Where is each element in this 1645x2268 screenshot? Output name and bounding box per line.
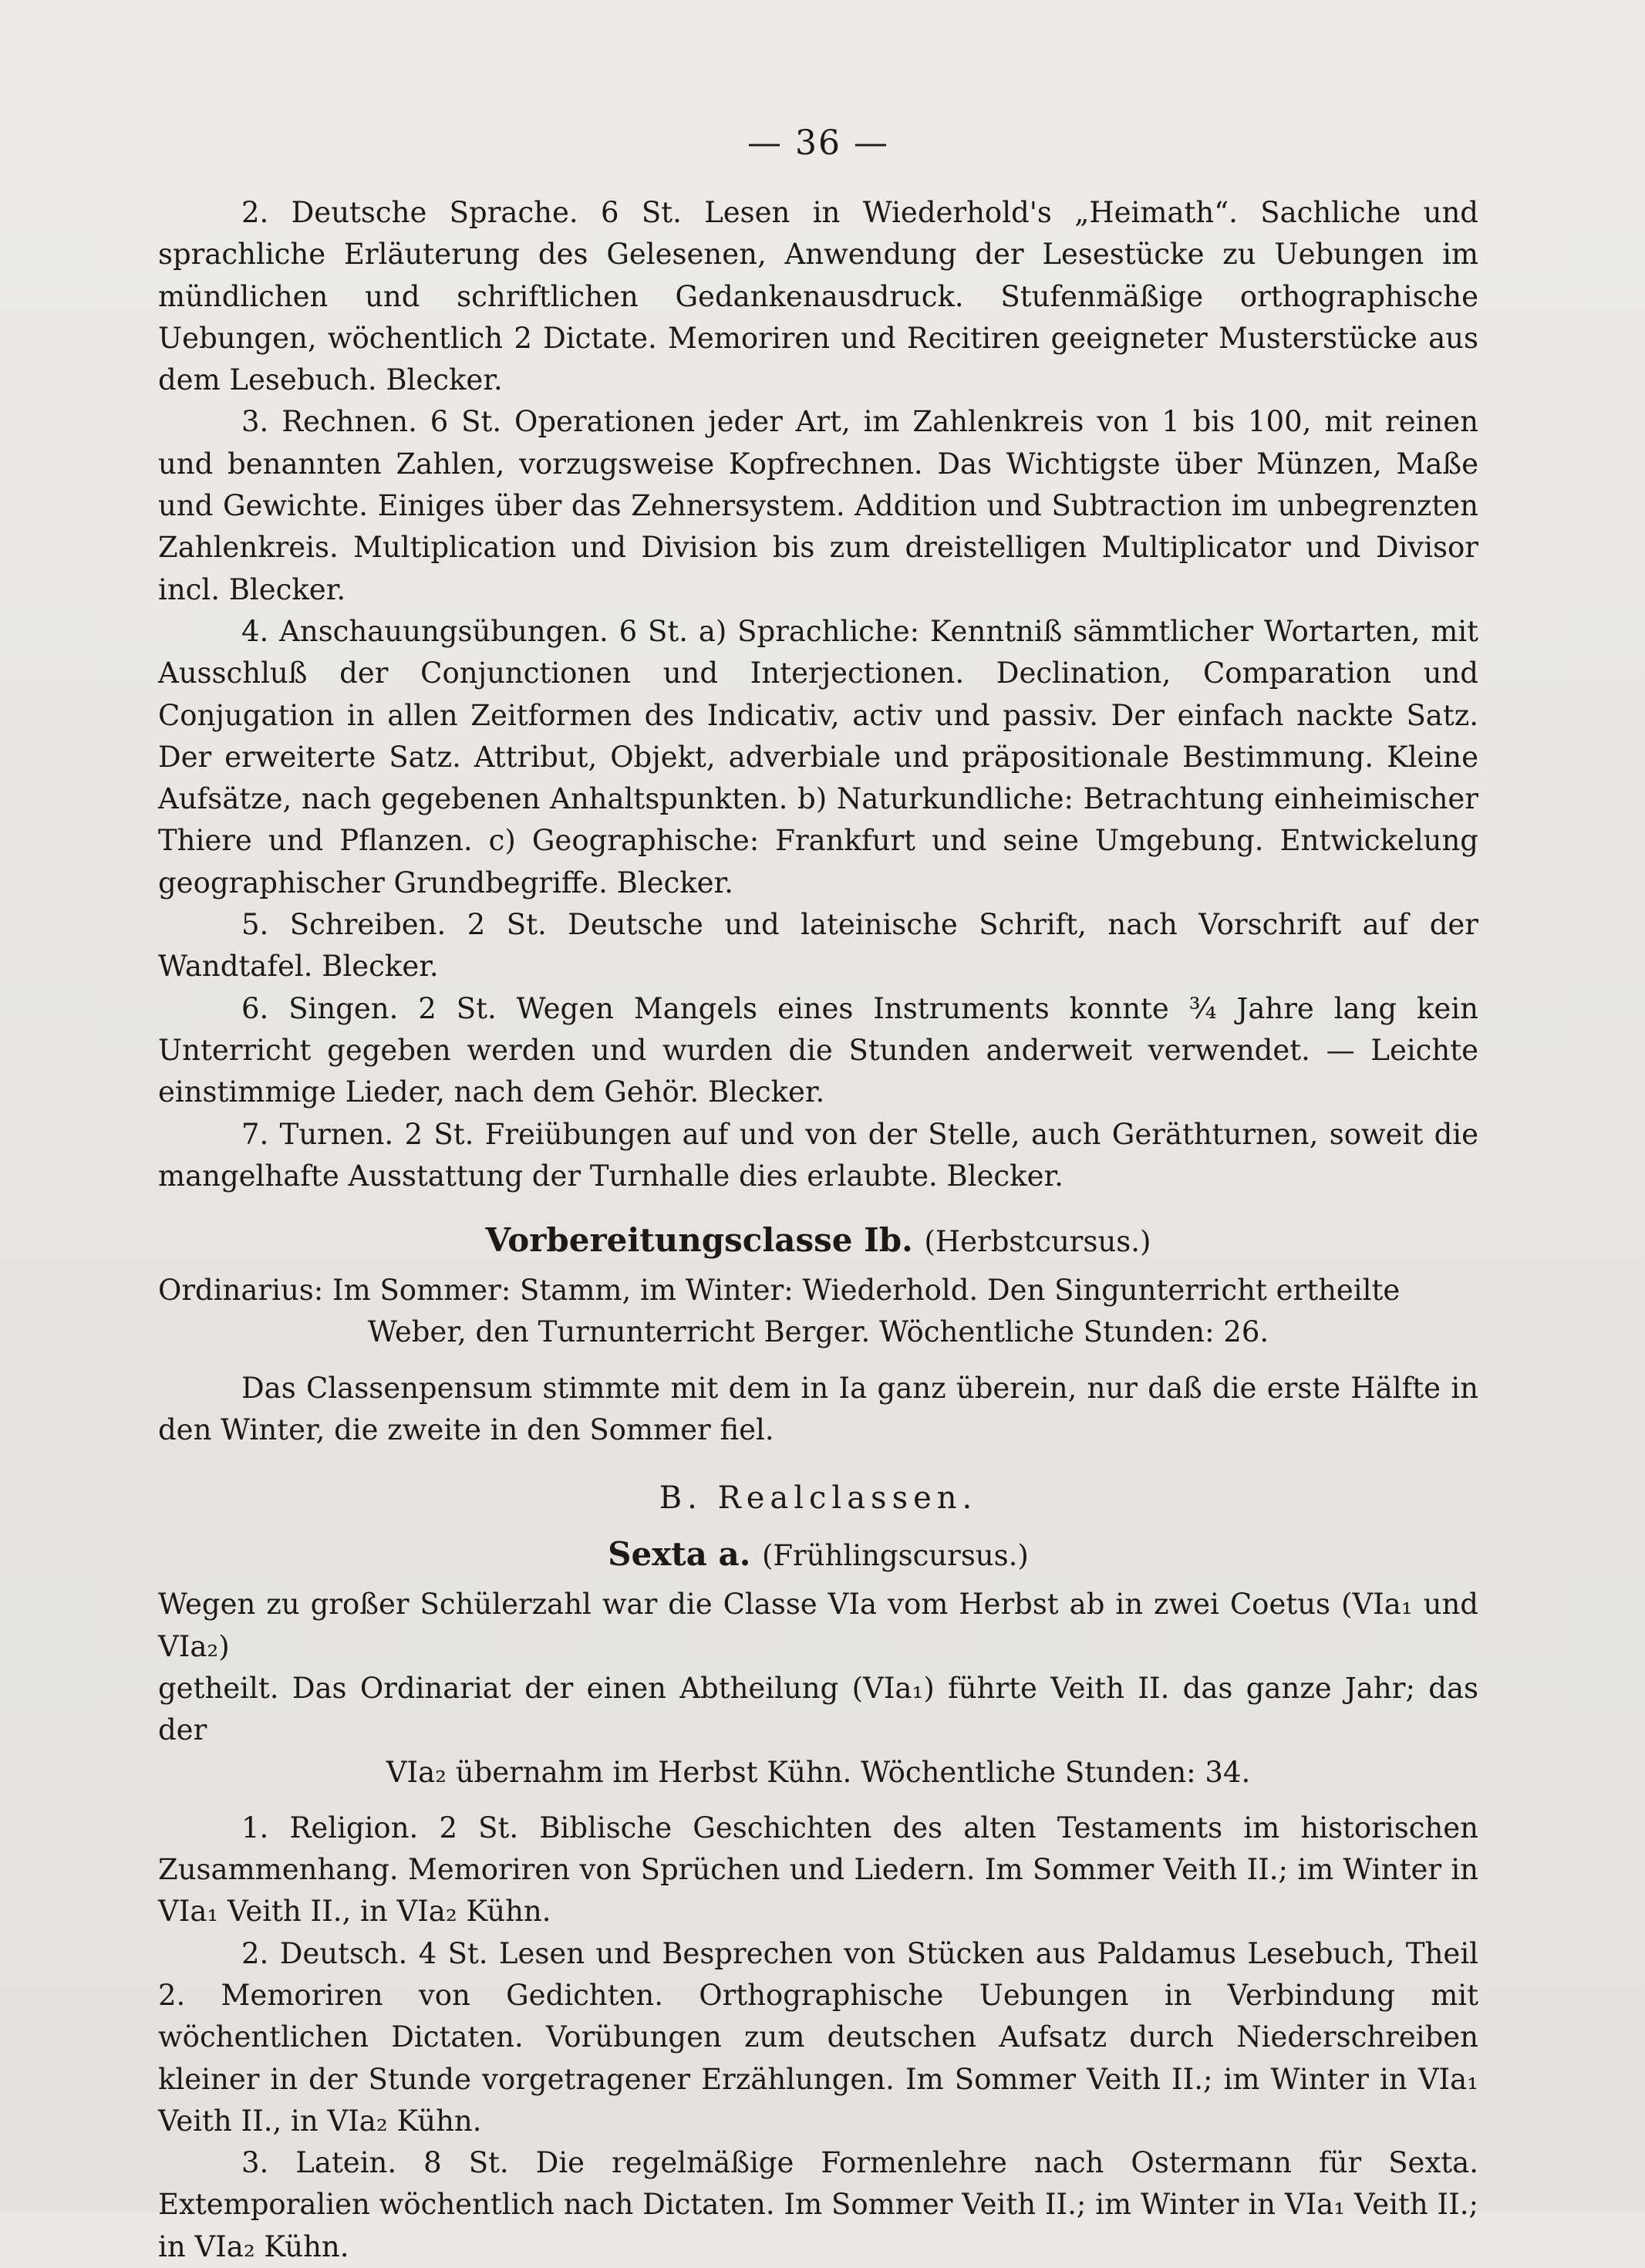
paragraph-deutsch: 2. Deutsch. 4 St. Lesen und Besprechen von Stücken aus Paldamus Lesebuch, Theil 2. Memoriren von Gedichten. Orthographische Uebungen in Verbindung mit wöchentlichen Dictaten. Vorübungen zum deutschen Aufsatz durch Niederschreiben kleiner in der Stunde vorgetragener Erzählungen. Im Sommer Veith II.; im Winter in VIa₁ Veith II., in VIa₂ Kühn. — [158, 1936, 1478, 2138]
paragraph-rechnen: 3. Rechnen. 6 St. Operationen jeder Art, im Zahlenkreis von 1 bis 100, mit reinen und benannten Zahlen, vorzugsweise Kopfrechnen. Das Wichtigste über Münzen, Maße und Gewichte. Einiges über das Zehnersystem. Addition und Subtraction im unbegrenzten Zahlenkreis. Multiplication und Division bis zum dreistelligen Multiplicator und Divisor incl. Blecker. — [158, 405, 1478, 606]
paragraph-latein: 3. Latein. 8 St. Die regelmäßige Formenlehre nach Ostermann für Sexta. Extemporalien wöchentlich nach Dictaten. Im Sommer Veith II.; im Winter in VIa₁ Veith II.; in VIa₂ Kühn. — [158, 2146, 1478, 2263]
sexta-intro-line-1: Wegen zu großer Schülerzahl war die Classe VIa vom Herbst ab in zwei Coetus (VIa₁ und VIa₂) — [158, 1588, 1478, 1663]
heading-vorbereitungsclasse — [158, 1217, 1478, 1265]
paragraph-schreiben: 5. Schreiben. 2 St. Deutsche und lateinische Schrift, nach Vorschrift auf der Wandtafel. Blecker. — [158, 908, 1478, 984]
paragraph-turnen: 7. Turnen. 2 St. Freiübungen auf und von der Stelle, auch Geräthturnen, soweit die mangelhafte Ausstattung der Turnhalle dies erlaubte. Blecker. — [158, 1117, 1478, 1193]
paragraph-classenpensum: Das Classenpensum stimmte mit dem in Ia ganz überein, nur daß die erste Hälfte in den Winter, die zweite in den Sommer fiel. — [158, 1371, 1478, 1447]
heading-vorbereitungsclasse-note: (Herbstcursus.) — [924, 1225, 1151, 1259]
ordinarius-line: Ordinarius: Im Sommer: Stamm, im Winter: Wiederhold. Den Singunterricht ertheilte — [158, 1274, 1401, 1308]
sexta-intro-line-2: getheilt. Das Ordinariat der einen Abtheilung (VIa₁) führte Veith II. das ganze Jahr; das der — [158, 1671, 1478, 1747]
sexta-intro-line-3: VIa₂ übernahm im Herbst Kühn. Wöchentliche Stunden: 34. — [386, 1755, 1251, 1789]
heading-sexta-title: Sexta a. — [608, 1535, 751, 1574]
paragraph-anschauungsuebungen: 4. Anschauungsübungen. 6 St. a) Sprachliche: Kenntniß sämmtlicher Wortarten, mit Ausschluß der Conjunctionen und Interjectionen. Declination, Comparation und Conjugation in allen Zeitformen des Indicativ, activ und passiv. Der einfach nackte Satz. Der erweiterte Satz. Attribut, Objekt, adverbiale und präpositionale Bestimmung. Kleine Aufsätze, nach gegebenen Anhaltspunkten. b) Naturkundliche: Betrachtung einheimischer Thiere und Pflanzen. c) Geographische: Frankfurt und seine Umgebung. Entwickelung geographischer Grundbegriffe. Blecker. — [158, 614, 1478, 899]
paragraph-singen: 6. Singen. 2 St. Wegen Mangels eines Instruments konnte ¾ Jahre lang kein Unterricht gegeben werden und wurden die Stunden anderweit verwendet. — Leichte einstimmige Lieder, nach dem Gehör. Blecker. — [158, 991, 1478, 1109]
section-heading-realclassen: B. Realclassen. — [659, 1480, 978, 1517]
ordinarius-line-2: Weber, den Turnunterricht Berger. Wöchentliche Stunden: 26. — [367, 1315, 1269, 1349]
paragraph-deutsche-sprache: 2. Deutsche Sprache. 6 St. Lesen in Wiederhold's „Heimath“. Sachliche und sprachliche Erläuterung des Gelesenen, Anwendung der Lesestücke zu Uebungen im mündlichen und schriftlichen Gedankenausdruck. Stufenmäßige orthographische Uebungen, wöchentlich 2 Dictate. Memoriren und Recitiren geeigneter Musterstücke aus dem Lesebuch. Blecker. — [158, 196, 1478, 397]
text-column — [158, 123, 1478, 2268]
page-number: — 36 — — [747, 123, 889, 163]
heading-sexta-a — [158, 1531, 1478, 1579]
heading-sexta-note: (Frühlingscursus.) — [761, 1539, 1029, 1573]
paragraph-religion: 1. Religion. 2 St. Biblische Geschichten des alten Testaments im historischen Zusammenhang. Memoriren von Sprüchen und Liedern. Im Sommer Veith II.; im Winter in VIa₁ Veith II., in VIa₂ Kühn. — [158, 1811, 1478, 1929]
heading-vorbereitungsclasse-title: Vorbereitungsclasse Ib. — [485, 1221, 913, 1260]
